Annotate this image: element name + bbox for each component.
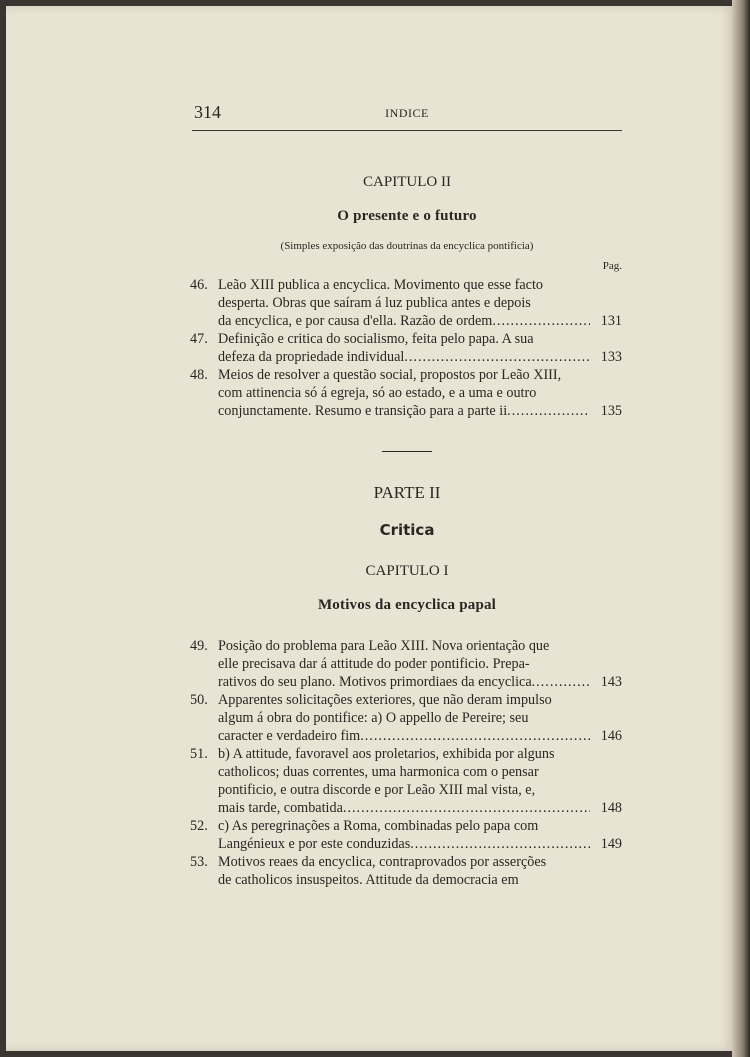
- entry-text: Meios de resolver a questão social, propostos por Leão XIII,: [218, 367, 562, 383]
- entry-text: Langénieux e por este conduzidas: [218, 836, 411, 852]
- entry-text: Definição e critica do socialismo, feita pelo papa. A sua: [218, 331, 534, 347]
- entry-text: caracter e verdadeiro fim: [218, 728, 361, 744]
- chapter-title-1: Motivos da encyclica papal: [317, 597, 497, 613]
- entry-number: 47.: [190, 331, 208, 347]
- entry-text: mais tarde, combatida: [218, 800, 343, 816]
- toc-entry: [190, 366, 622, 420]
- part-title: Critica: [379, 521, 435, 539]
- entry-text: catholicos; duas correntes, uma harmonica com o pensar: [218, 764, 539, 780]
- chapter-subtitle: (Simples exposição das doutrinas da encyclica pontificia): [280, 240, 534, 252]
- page-header: [192, 100, 622, 131]
- entry-page: 143: [600, 674, 622, 690]
- entry-number: 46.: [190, 277, 208, 293]
- entry-text: elle precisava dar á attitude do poder pontificio. Prepa-: [218, 656, 530, 672]
- entry-page: 148: [600, 800, 622, 816]
- leader-dots: [507, 402, 590, 420]
- entry-text: Apparentes solicitações exteriores, que não deram impulso: [218, 692, 552, 708]
- entry-text: c) As peregrinações a Roma, combinadas pelo papa com: [218, 818, 539, 834]
- entry-text: Leão XIII publica a encyclica. Movimento que esse facto: [218, 277, 543, 293]
- entry-number: 50.: [190, 692, 208, 708]
- entry-text: Posição do problema para Leão XIII. Nova orientação que: [218, 638, 550, 654]
- entry-number: 48.: [190, 367, 208, 383]
- entry-text: rativos do seu plano. Motivos primordiaes da encyclica: [218, 674, 532, 690]
- part-heading: PARTE II: [373, 483, 441, 502]
- toc-entry: [190, 276, 622, 330]
- entry-text: da encyclica, e por causa d'ella. Razão de ordem: [218, 313, 493, 329]
- entry-text: b) A attitude, favoravel aos proletarios, exhibida por alguns: [218, 746, 555, 762]
- pag-column-label: Pag.: [602, 260, 622, 272]
- entry-text: Motivos reaes da encyclica, contraprovados por asserções: [218, 854, 547, 870]
- entry-text: conjunctamente. Resumo e transição para a parte ii: [218, 403, 508, 419]
- entry-page: 146: [600, 728, 622, 744]
- entry-text: de catholicos insuspeitos. Attitude da democracia em: [218, 872, 519, 888]
- toc-entry: [190, 637, 622, 691]
- leader-dots: [410, 835, 590, 853]
- chapter-heading-1: CAPITULO I: [365, 563, 449, 579]
- chapter-heading-2: CAPITULO II: [363, 174, 451, 190]
- leader-dots: [360, 727, 590, 745]
- toc-list-2: [190, 637, 622, 889]
- entry-text: desperta. Obras que saíram á luz publica antes e depois: [218, 295, 531, 311]
- entry-text: com attinencia só á egreja, só ao estado, e a uma e outro: [218, 385, 537, 401]
- leader-dots: [532, 673, 590, 691]
- entry-page: 133: [600, 349, 622, 365]
- running-head: INDICE: [385, 106, 429, 120]
- entry-number: 51.: [190, 746, 208, 762]
- leader-dots: [492, 312, 590, 330]
- toc-entry: [190, 745, 622, 817]
- entry-page: 131: [600, 313, 622, 329]
- page-edge: [732, 0, 750, 1057]
- entry-text: defeza da propriedade individual: [218, 349, 405, 365]
- toc-entry: [190, 853, 622, 889]
- entry-text: pontificio, e outra discorde e por Leão XIII mal vista, e,: [218, 782, 536, 798]
- leader-dots: [343, 799, 590, 817]
- toc-entry: [190, 691, 622, 745]
- entry-page: 149: [600, 836, 622, 852]
- entry-number: 52.: [190, 818, 208, 834]
- page-number: 314: [194, 102, 221, 122]
- entry-number: 49.: [190, 638, 208, 654]
- section-divider: [382, 451, 432, 452]
- entry-text: algum á obra do pontifice: a) O appello de Pereire; seu: [218, 710, 529, 726]
- toc-list-1: [190, 276, 622, 420]
- leader-dots: [404, 348, 590, 366]
- entry-number: 53.: [190, 854, 208, 870]
- toc-entry: [190, 817, 622, 853]
- entry-page: 135: [600, 403, 622, 419]
- chapter-title-2: O presente e o futuro: [337, 208, 477, 224]
- toc-entry: [190, 330, 622, 366]
